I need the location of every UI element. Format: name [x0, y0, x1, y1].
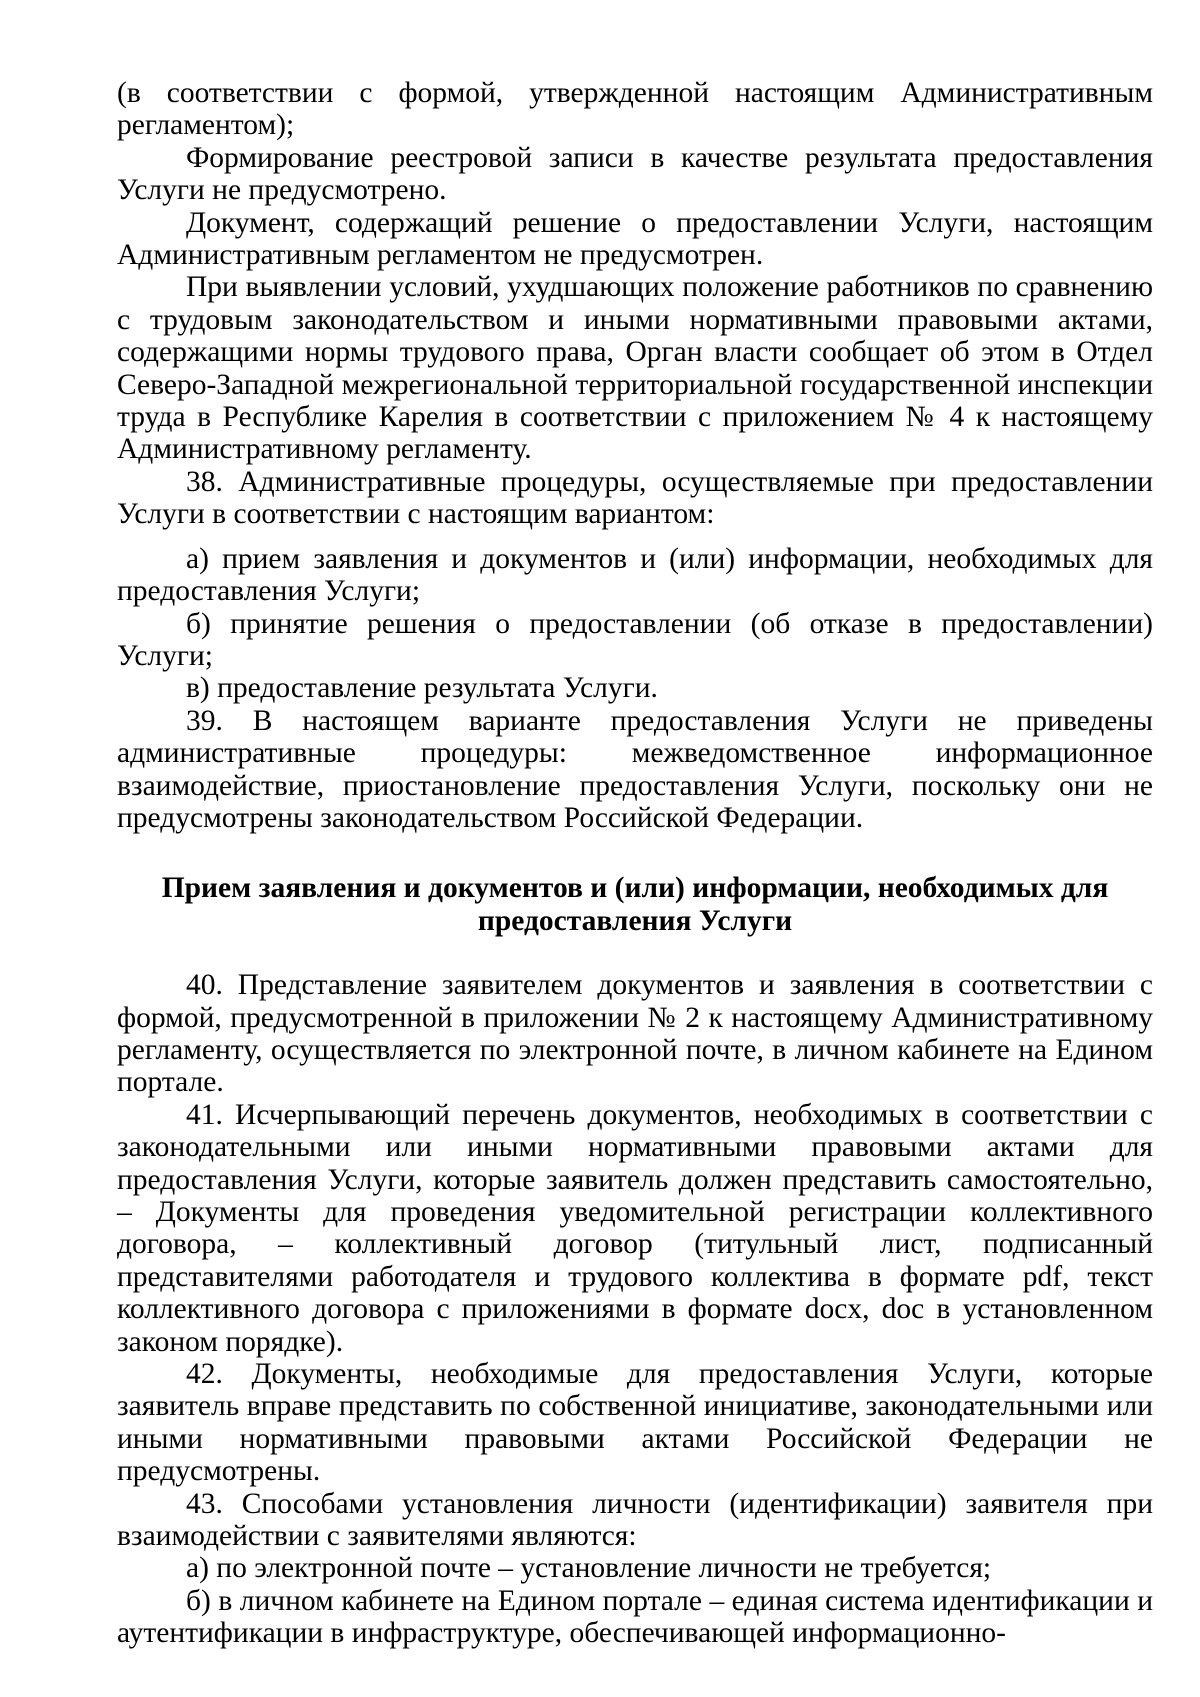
- paragraph-decision-document: Документ, содержащий решение о предоставлении Услуги, настоящим Административным регламентом не предусмотрен.: [117, 206, 1153, 272]
- list-item-c-result: в) предоставление результата Услуги.: [186, 672, 658, 705]
- paragraph-42-optional-documents: 42. Документы, необходимые для предоставления Услуги, которые заявитель вправе представить по собственной инициативе, законодательными или иными нормативными правовыми актами Российской Федерации не предусмотрены.: [117, 1358, 1153, 1488]
- list-item-a-email: а) по электронной почте – установление личности не требуется;: [186, 1552, 992, 1585]
- document-page: [117, 77, 1153, 1650]
- paragraph-registry-record: Формирование реестровой записи в качестве результата предоставления Услуги не предусмотрено.: [117, 141, 1153, 207]
- paragraph-labor-conditions: При выявлении условий, ухудшающих положение работников по сравнению с трудовым законодательством и иными нормативными правовыми актами, содержащими нормы трудового права, Орган власти сообщает об этом в Отдел Северо-Западной межрегиональной территориальной государственной инспекции труда в Республике Карелия в соответствии с приложением № 4 к настоящему Административному регламенту.: [117, 271, 1153, 466]
- list-item-a-reception: а) прием заявления и документов и (или) информации, необходимых для предоставления Услуги;: [117, 542, 1153, 608]
- paragraph-43-identification: 43. Способами установления личности (идентификации) заявителя при взаимодействии с заявителями являются:: [117, 1487, 1153, 1553]
- paragraph-41-documents-list: 41. Исчерпывающий перечень документов, необходимых в соответствии с законодательными или иными нормативными правовыми актами для предоставления Услуги, которые заявитель должен представить самостоятельно, – Документы для проведения уведомительной регистрации коллективного договора, – коллективный договор (титульный лист, подписанный представителями работодателя и трудового коллектива в формате pdf, текст коллективного договора с приложениями в формате docx, doc в установленном законом порядке).: [117, 1098, 1153, 1358]
- paragraph-39-not-listed: 39. В настоящем варианте предоставления Услуги не приведены административные процедуры: межведомственное информационное взаимодействие, приостановление предоставления Услуги, поскольку они не предусмотрены законодательством Российской Федерации.: [117, 704, 1153, 834]
- paragraph-regulation-form-ref: (в соответствии с формой, утвержденной настоящим Административным регламентом);: [117, 77, 1153, 142]
- paragraph-38-procedures: 38. Административные процедуры, осуществляемые при предоставлении Услуги в соответствии с настоящим вариантом:: [117, 465, 1153, 531]
- list-item-b-decision: б) принятие решения о предоставлении (об отказе в предоставлении) Услуги;: [117, 607, 1153, 672]
- paragraph-40-submission: 40. Представление заявителем документов и заявления в соответствии с формой, предусмотренной в приложении № 2 к настоящему Административному регламенту, осуществляется по электронной почте, в личном кабинете на Едином портале.: [117, 969, 1153, 1099]
- section-heading-line1: Прием заявления и документов и (или) информации, необходимых для: [161, 872, 1109, 905]
- list-item-b-portal: б) в личном кабинете на Едином портале – единая система идентификации и аутентификации в инфраструктуре, обеспечивающей информационно-: [117, 1584, 1153, 1650]
- section-heading-line2: предоставления Услуги: [477, 904, 793, 937]
- section-heading: [117, 872, 1153, 937]
